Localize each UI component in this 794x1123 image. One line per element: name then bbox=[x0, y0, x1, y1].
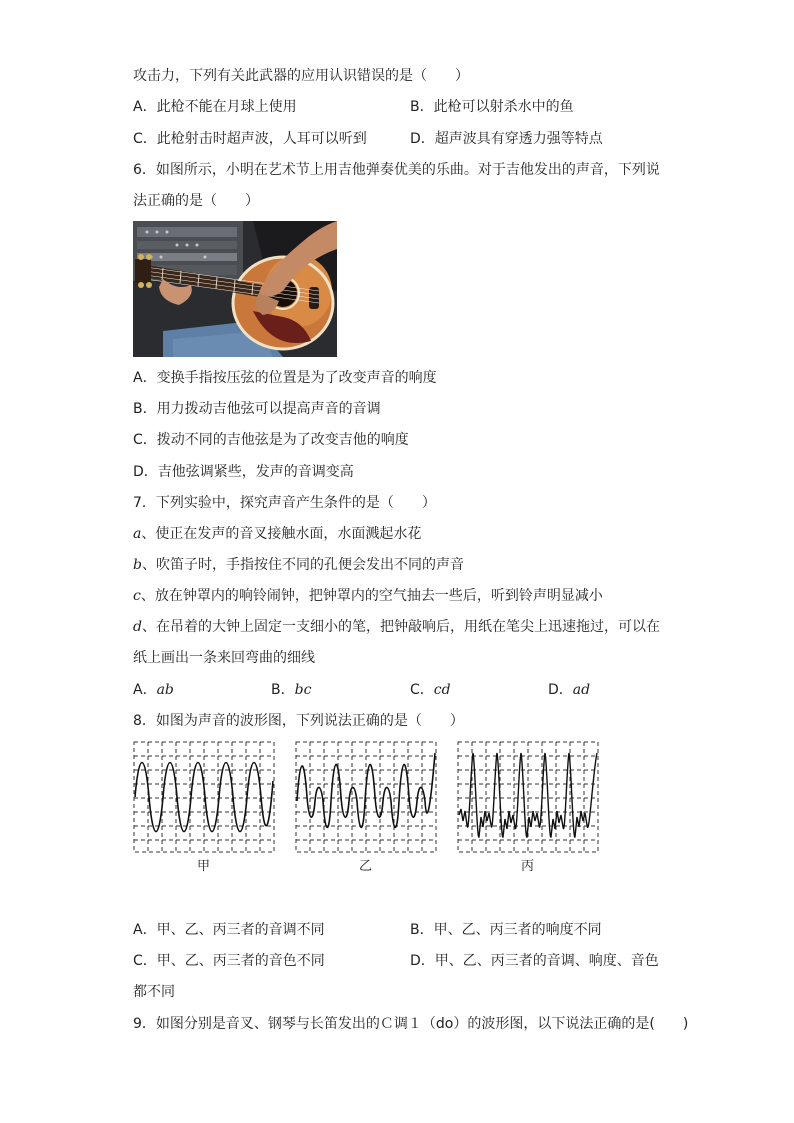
q6-option-b: B．用力拨动吉他弦可以提高声音的音调 bbox=[133, 401, 381, 417]
q7-option-a-value: ab bbox=[156, 682, 174, 698]
q5-stem-continuation: 攻击力，下列有关此武器的应用认识错误的是（ ） bbox=[133, 68, 469, 84]
q7-option-b bbox=[271, 681, 311, 699]
q6-stem-line1: 6．如图所示，小明在艺术节上用吉他弹奏优美的乐曲。对于吉他发出的声音，下列说 bbox=[133, 162, 660, 178]
waveform-bing bbox=[457, 741, 599, 857]
q8-option-d-line1: D．甲、乙、丙三者的音调、响度、音色 bbox=[410, 953, 659, 969]
q7-item-d-letter: d bbox=[133, 619, 142, 635]
q7-option-c bbox=[410, 681, 451, 699]
q5-option-a: A．此枪不能在月球上使用 bbox=[133, 99, 297, 115]
waveform-yi bbox=[295, 741, 437, 857]
q7-item-a bbox=[133, 525, 421, 543]
q7-option-b-value: bc bbox=[294, 682, 312, 698]
q7-item-a-text: 、使正在发声的音叉接触水面，水面溅起水花 bbox=[141, 526, 422, 542]
q7-option-d bbox=[548, 681, 590, 699]
waveform-label-yi: 乙 bbox=[359, 859, 373, 874]
q7-option-b-prefix: B． bbox=[271, 682, 295, 698]
q7-item-d-line1 bbox=[133, 618, 660, 636]
guitar-photo bbox=[133, 221, 337, 357]
q7-item-c-text: 、放在钟罩内的响铃闹钟，把钟罩内的空气抽去一些后，听到铃声明显减小 bbox=[140, 588, 603, 604]
q7-option-a-prefix: A． bbox=[133, 682, 157, 698]
q8-option-c: C．甲、乙、丙三者的音色不同 bbox=[133, 953, 325, 969]
q7-option-c-prefix: C． bbox=[410, 682, 434, 698]
q8-option-b: B．甲、乙、丙三者的响度不同 bbox=[410, 922, 602, 938]
waveform-label-jia: 甲 bbox=[197, 859, 211, 874]
q7-item-b-text: 、吹笛子时，手指按住不同的孔便会发出不同的声音 bbox=[141, 557, 464, 573]
q7-item-b bbox=[133, 556, 464, 574]
q7-option-a bbox=[133, 681, 174, 699]
q8-option-d-line2: 都不同 bbox=[133, 984, 175, 1000]
q7-item-d-text: 、在吊着的大钟上固定一支细小的笔，把钟敲响后，用纸在笔尖上迅速拖过，可以在 bbox=[141, 619, 660, 635]
q6-stem-line2: 法正确的是（ ） bbox=[133, 193, 259, 209]
q5-option-d: D．超声波具有穿透力强等特点 bbox=[410, 131, 603, 147]
q7-stem: 7．下列实验中，探究声音产生条件的是（ ） bbox=[133, 495, 436, 511]
q7-option-c-value: cd bbox=[433, 682, 451, 698]
waveform-label-bing: 丙 bbox=[521, 859, 535, 874]
q7-item-b-letter: b bbox=[133, 557, 142, 573]
q9-stem: 9．如图分别是音叉、钢琴与长笛发出的Ｃ调１（do）的波形图，以下说法正确的是( ) bbox=[133, 1016, 689, 1032]
q6-option-a: A．变换手指按压弦的位置是为了改变声音的响度 bbox=[133, 370, 437, 386]
q6-option-c: C．拨动不同的吉他弦是为了改变吉他的响度 bbox=[133, 432, 409, 448]
waveform-jia bbox=[133, 741, 275, 857]
q8-stem: 8．如图为声音的波形图，下列说法正确的是（ ） bbox=[133, 713, 464, 729]
q8-option-a: A．甲、乙、丙三者的音调不同 bbox=[133, 922, 325, 938]
q5-option-b: B．此枪可以射杀水中的鱼 bbox=[410, 99, 574, 115]
q7-item-c-letter: c bbox=[133, 588, 141, 604]
q7-item-a-letter: a bbox=[133, 526, 142, 542]
q6-option-d: D．吉他弦调紧些，发声的音调变高 bbox=[133, 464, 354, 480]
q5-option-c: C．此枪射击时超声波，人耳可以听到 bbox=[133, 131, 367, 147]
q7-option-d-value: ad bbox=[572, 682, 591, 698]
q7-option-d-prefix: D． bbox=[548, 682, 573, 698]
q7-item-d-line2: 纸上画出一条来回弯曲的细线 bbox=[133, 650, 315, 666]
q7-item-c bbox=[133, 587, 603, 605]
